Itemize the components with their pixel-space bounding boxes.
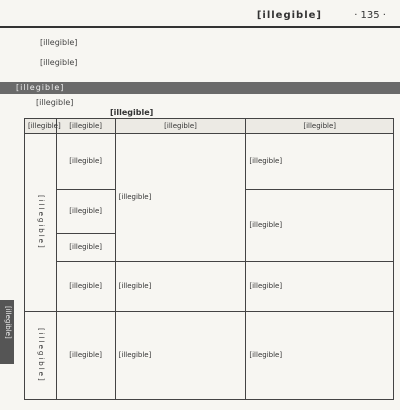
section-heading: [illegible] <box>16 83 65 92</box>
intro-line: [illegible] <box>36 98 74 107</box>
table-row <box>25 262 394 312</box>
data-table <box>24 118 394 400</box>
table-cell-method: [illegible] <box>56 134 115 190</box>
table-cell-feature: [illegible] <box>115 262 246 312</box>
table-header-method: [illegible] <box>56 119 115 134</box>
table-header-row <box>25 119 394 134</box>
side-thumb-tab <box>0 300 14 364</box>
paragraph-2: [illegible] <box>40 58 78 67</box>
table-row <box>25 134 394 190</box>
section-heading-bar <box>0 82 400 94</box>
page-number: · 135 · <box>354 10 386 21</box>
table-header-category: [illegible] <box>25 119 57 134</box>
table-cell-scope: [illegible] <box>246 190 394 262</box>
table-row <box>25 312 394 400</box>
paragraph-1: [illegible] <box>40 38 78 47</box>
table-cell-method: [illegible] <box>56 262 115 312</box>
table-cell-method: [illegible] <box>56 312 115 400</box>
table-cell-method: [illegible] <box>56 234 115 262</box>
table-caption: [illegible] <box>110 108 154 117</box>
table-cell-scope: [illegible] <box>246 262 394 312</box>
side-thumb-tab-label: [illegible] <box>4 306 12 339</box>
table-cell-category: [illegible] <box>25 134 57 312</box>
table-cell-feature: [illegible] <box>115 312 246 400</box>
table-cell-scope: [illegible] <box>246 134 394 190</box>
table-cell-method: [illegible] <box>56 190 115 234</box>
table-header-scope: [illegible] <box>246 119 394 134</box>
running-header-title: [illegible] <box>256 10 322 21</box>
table-cell-scope: [illegible] <box>246 312 394 400</box>
table-cell-category: [illegible] <box>25 312 57 400</box>
table-cell-feature: [illegible] <box>115 134 246 262</box>
running-header <box>0 8 400 28</box>
table-header-feature: [illegible] <box>115 119 246 134</box>
